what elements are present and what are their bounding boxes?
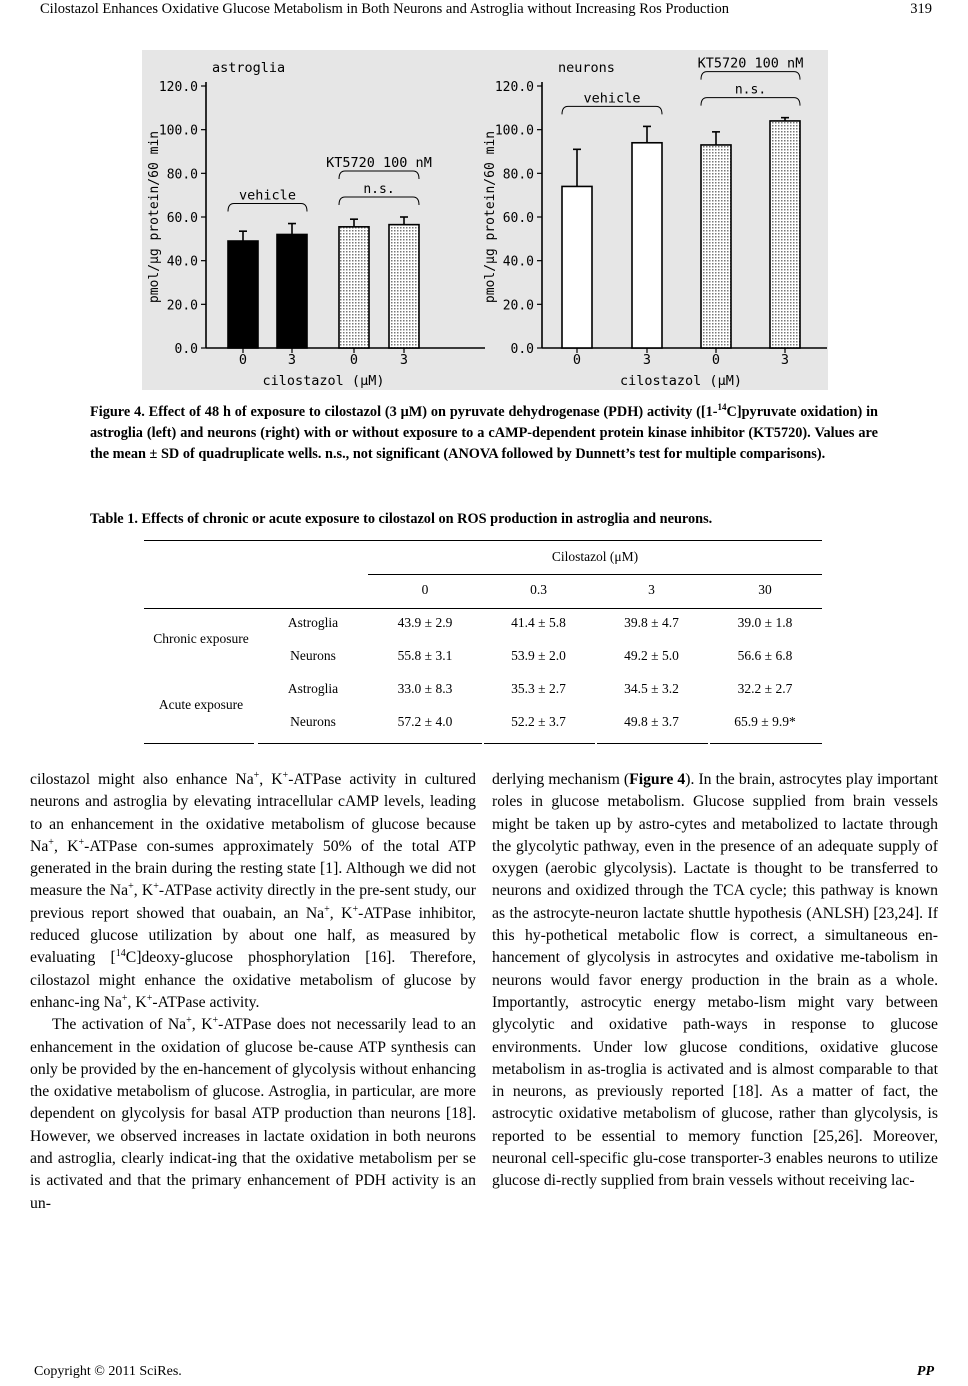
table-cell: 35.3 ± 2.7 [511, 680, 566, 696]
bar [389, 225, 419, 348]
footer-copyright: Copyright © 2011 SciRes. [34, 1364, 182, 1379]
table-cell: 33.0 ± 8.3 [397, 680, 453, 696]
table-cell: 57.2 ± 4.0 [397, 713, 453, 729]
bar [632, 143, 662, 348]
table-cell: 49.8 ± 3.7 [624, 713, 679, 729]
table-cell: 65.9 ± 9.9* [734, 713, 796, 729]
group-label: KT5720 100 nM [697, 55, 804, 72]
table-column-header: 3 [648, 581, 655, 597]
table-cell: 39.0 ± 1.8 [737, 614, 793, 630]
x-axis-label: cilostazol (μM) [262, 373, 385, 389]
table-rule-bottom [258, 743, 368, 744]
y-axis-label: pmol/μg protein/60 min [147, 130, 162, 304]
table-cell: 41.4 ± 5.8 [511, 614, 566, 630]
y-axis-label: pmol/μg protein/60 min [483, 130, 498, 304]
x-tick-label: 0 [572, 352, 582, 368]
significance-label: n.s. [363, 182, 395, 197]
group-label: KT5720 100 nM [326, 155, 432, 171]
table-cell: 56.6 ± 6.8 [737, 647, 793, 663]
running-title: Cilostazol Enhances Oxidative Glucose Metabolism in Both Neurons and Astroglia without Increasing Ros Production [40, 1, 730, 17]
bar [277, 234, 307, 348]
page-header [0, 0, 968, 30]
table-rule-bottom [144, 743, 254, 744]
group-bracket [562, 106, 662, 114]
table-cell: 43.9 ± 2.9 [397, 614, 453, 630]
group-label: vehicle [239, 187, 296, 204]
group-label: vehicle [583, 90, 641, 107]
table-row [144, 606, 822, 639]
y-tick-label: 100.0 [494, 123, 534, 139]
caption-rest: C]pyruvate oxidation) in astroglia (left) and neurons (right) with or without exposure to a cAMP-dependent protein kinase inhibitor (KT5720). Values are the mean ± SD of quadruplicate wells. n.s., not significant (ANOVA followed by Dunnett’s test for multiple comparisons). [90, 404, 878, 462]
table-row-label: Astroglia [287, 614, 339, 630]
body-paragraph: The activation of Na+, K+-ATPase does not necessarily lead to an enhancement in the oxidation of glucose be-cause ATP synthesis can only be provided by the en-hancement of glycolysis without enhancing the oxidative metabolism of glucose. Astroglia, in particular, are more dependent on glycolysis for basal ATP production than neurons [18]. However, we observed increases in lactate oxidation in both neurons and astroglia, clearly indicat-ing that the oxidative metabolism per se is activated and that the primary enhancement of PDH activity is an un- [30, 1015, 476, 1212]
table-column-header: 0 [421, 581, 429, 597]
significance-bracket [701, 98, 800, 106]
y-tick-label: 100.0 [158, 123, 198, 139]
page-number: 319 [910, 1, 932, 17]
significance-label: n.s. [734, 82, 767, 98]
bar [339, 227, 369, 348]
y-tick-label: 0.0 [174, 342, 198, 357]
figure-caption [90, 402, 878, 465]
figure-4-charts [142, 50, 828, 390]
table-header-row [144, 540, 822, 573]
y-tick-label: 0.0 [510, 342, 534, 357]
y-tick-label: 120.0 [158, 80, 198, 95]
y-tick-label: 80.0 [166, 167, 198, 183]
table-cell: 32.2 ± 2.7 [737, 680, 793, 696]
x-tick-label: 3 [780, 352, 790, 368]
caption-superscript: 14 [717, 402, 727, 413]
table-cell: 34.5 ± 3.2 [624, 680, 679, 696]
body-paragraph: cilostazol might also enhance Na+, K+-ATPase activity in cultured neurons and astroglia by elevating intracellular cAMP levels, leading to an enhancement in the oxidative metabolism of glucose because Na+, K+-ATPase con-sumes approximately 50% of the total ATP generated in the brain during the resting state [1]. Although we did not measure the Na+, K+-ATPase activity directly in the pre-sent study, our previous report showed that ouabain, an Na+, K+-ATPase inhibitor, reduced glucose utilization by about one half, as measured by evaluating [$^{14}$C]deoxy-glucose phosphorylation [16]. Therefore, cilostazol might enhance the oxidative metabolism of glucose by enhanc-ing Na+, K+-ATPase activity. [30, 769, 476, 1011]
table-rule-bottom [484, 743, 595, 744]
table-cell: 52.2 ± 3.7 [511, 713, 566, 729]
chart-title: astroglia [212, 60, 286, 76]
bar [228, 241, 258, 348]
table-row-label: Neurons [290, 713, 336, 729]
table-row-group: Acute exposure [158, 697, 244, 712]
ros-table [144, 540, 822, 738]
table-cell: 39.8 ± 4.7 [624, 614, 679, 630]
y-tick-label: 60.0 [166, 211, 198, 226]
y-tick-label: 40.0 [166, 254, 198, 270]
x-tick-label: 3 [287, 352, 297, 368]
bar [701, 145, 731, 348]
table-row [144, 672, 822, 705]
chart-title: neurons [558, 60, 615, 76]
table-row-label: Neurons [290, 647, 336, 663]
table-rule-bottom [710, 743, 822, 744]
body-column-right [492, 769, 938, 1193]
x-tick-label: 3 [642, 352, 652, 368]
bar [770, 121, 800, 348]
table-row-group: Chronic exposure [153, 631, 249, 646]
table-row-label: Astroglia [287, 680, 339, 696]
table-header-row [144, 573, 822, 606]
footer-journal: PP [916, 1364, 934, 1379]
figure-4 [142, 50, 828, 390]
table-group-header: Cilostazol (μM) [551, 548, 639, 564]
y-tick-label: 20.0 [502, 298, 534, 314]
group-bracket [339, 171, 419, 179]
bar [562, 186, 592, 348]
table-cell: 55.8 ± 3.1 [397, 647, 453, 663]
y-tick-label: 120.0 [494, 80, 534, 95]
y-tick-label: 80.0 [502, 167, 534, 183]
y-tick-label: 60.0 [502, 211, 534, 226]
x-tick-label: 0 [238, 352, 248, 368]
body-column-left [30, 769, 476, 1215]
group-bracket [228, 204, 307, 212]
body-paragraph: derlying mechanism (Figure 4). In the brain, astrocytes play important roles in glucose metabolism. Glucose supplied from brain vessels might be taken up by astro-cytes and metabolized to lactate through the glycolytic pathway, even in the presence of an adequate supply of oxygen (aerobic glycolysis). Lactate is thought to be transferred to neurons and oxidized through the TCA cycle; this pathway is known as the astrocyte-neuron lactate shuttle hypothesis (ANLSH) [23,24]. If this hy-pothetical metabolic flow is correct, a simultaneous en-hancement of glycolysis in astrocytes and oxidative me-tabolism in neurons would favor energy production in the brain as a whole. Importantly, astrocytic energy metabo-lism might vary between glycolytic and oxidative path-ways in response to glucose environments. Under low glucose conditions, oxidative glucose metabolism in as-troglia is activated and is almost comparable to that in neurons, as previously reported [18]. As a matter of fact, the astrocytic oxidative metabolism of glucose, rather than glycolysis, is reported to be essential to memory function [25,26]. Moreover, neuronal cell-specific glu-cose transporter-3 enables neurons to utilize glucose di-rectly supplied from brain vessels without receiving lac- [492, 771, 939, 1190]
table-column-header: 0.3 [530, 581, 547, 597]
x-axis-label: cilostazol (μM) [620, 373, 742, 389]
significance-bracket [339, 197, 419, 205]
group-bracket [701, 72, 800, 80]
table-rule-bottom [368, 743, 482, 744]
x-tick-label: 0 [349, 352, 359, 368]
x-tick-label: 3 [399, 352, 409, 368]
y-tick-label: 40.0 [502, 254, 534, 270]
caption-lead: Figure 4. Effect of 48 h of exposure to cilostazol (3 μM) on pyruvate dehydrogenase (PDH) activity ([1- [90, 404, 718, 420]
x-tick-label: 0 [711, 352, 721, 368]
table-cell: 49.2 ± 5.0 [624, 647, 679, 663]
table-rule-bottom [597, 743, 708, 744]
table-column-header: 30 [758, 581, 772, 597]
y-tick-label: 20.0 [166, 298, 198, 314]
table-title: Table 1. Effects of chronic or acute exposure to cilostazol on ROS production in astroglia and neurons. [90, 511, 713, 527]
table-cell: 53.9 ± 2.0 [511, 647, 566, 663]
